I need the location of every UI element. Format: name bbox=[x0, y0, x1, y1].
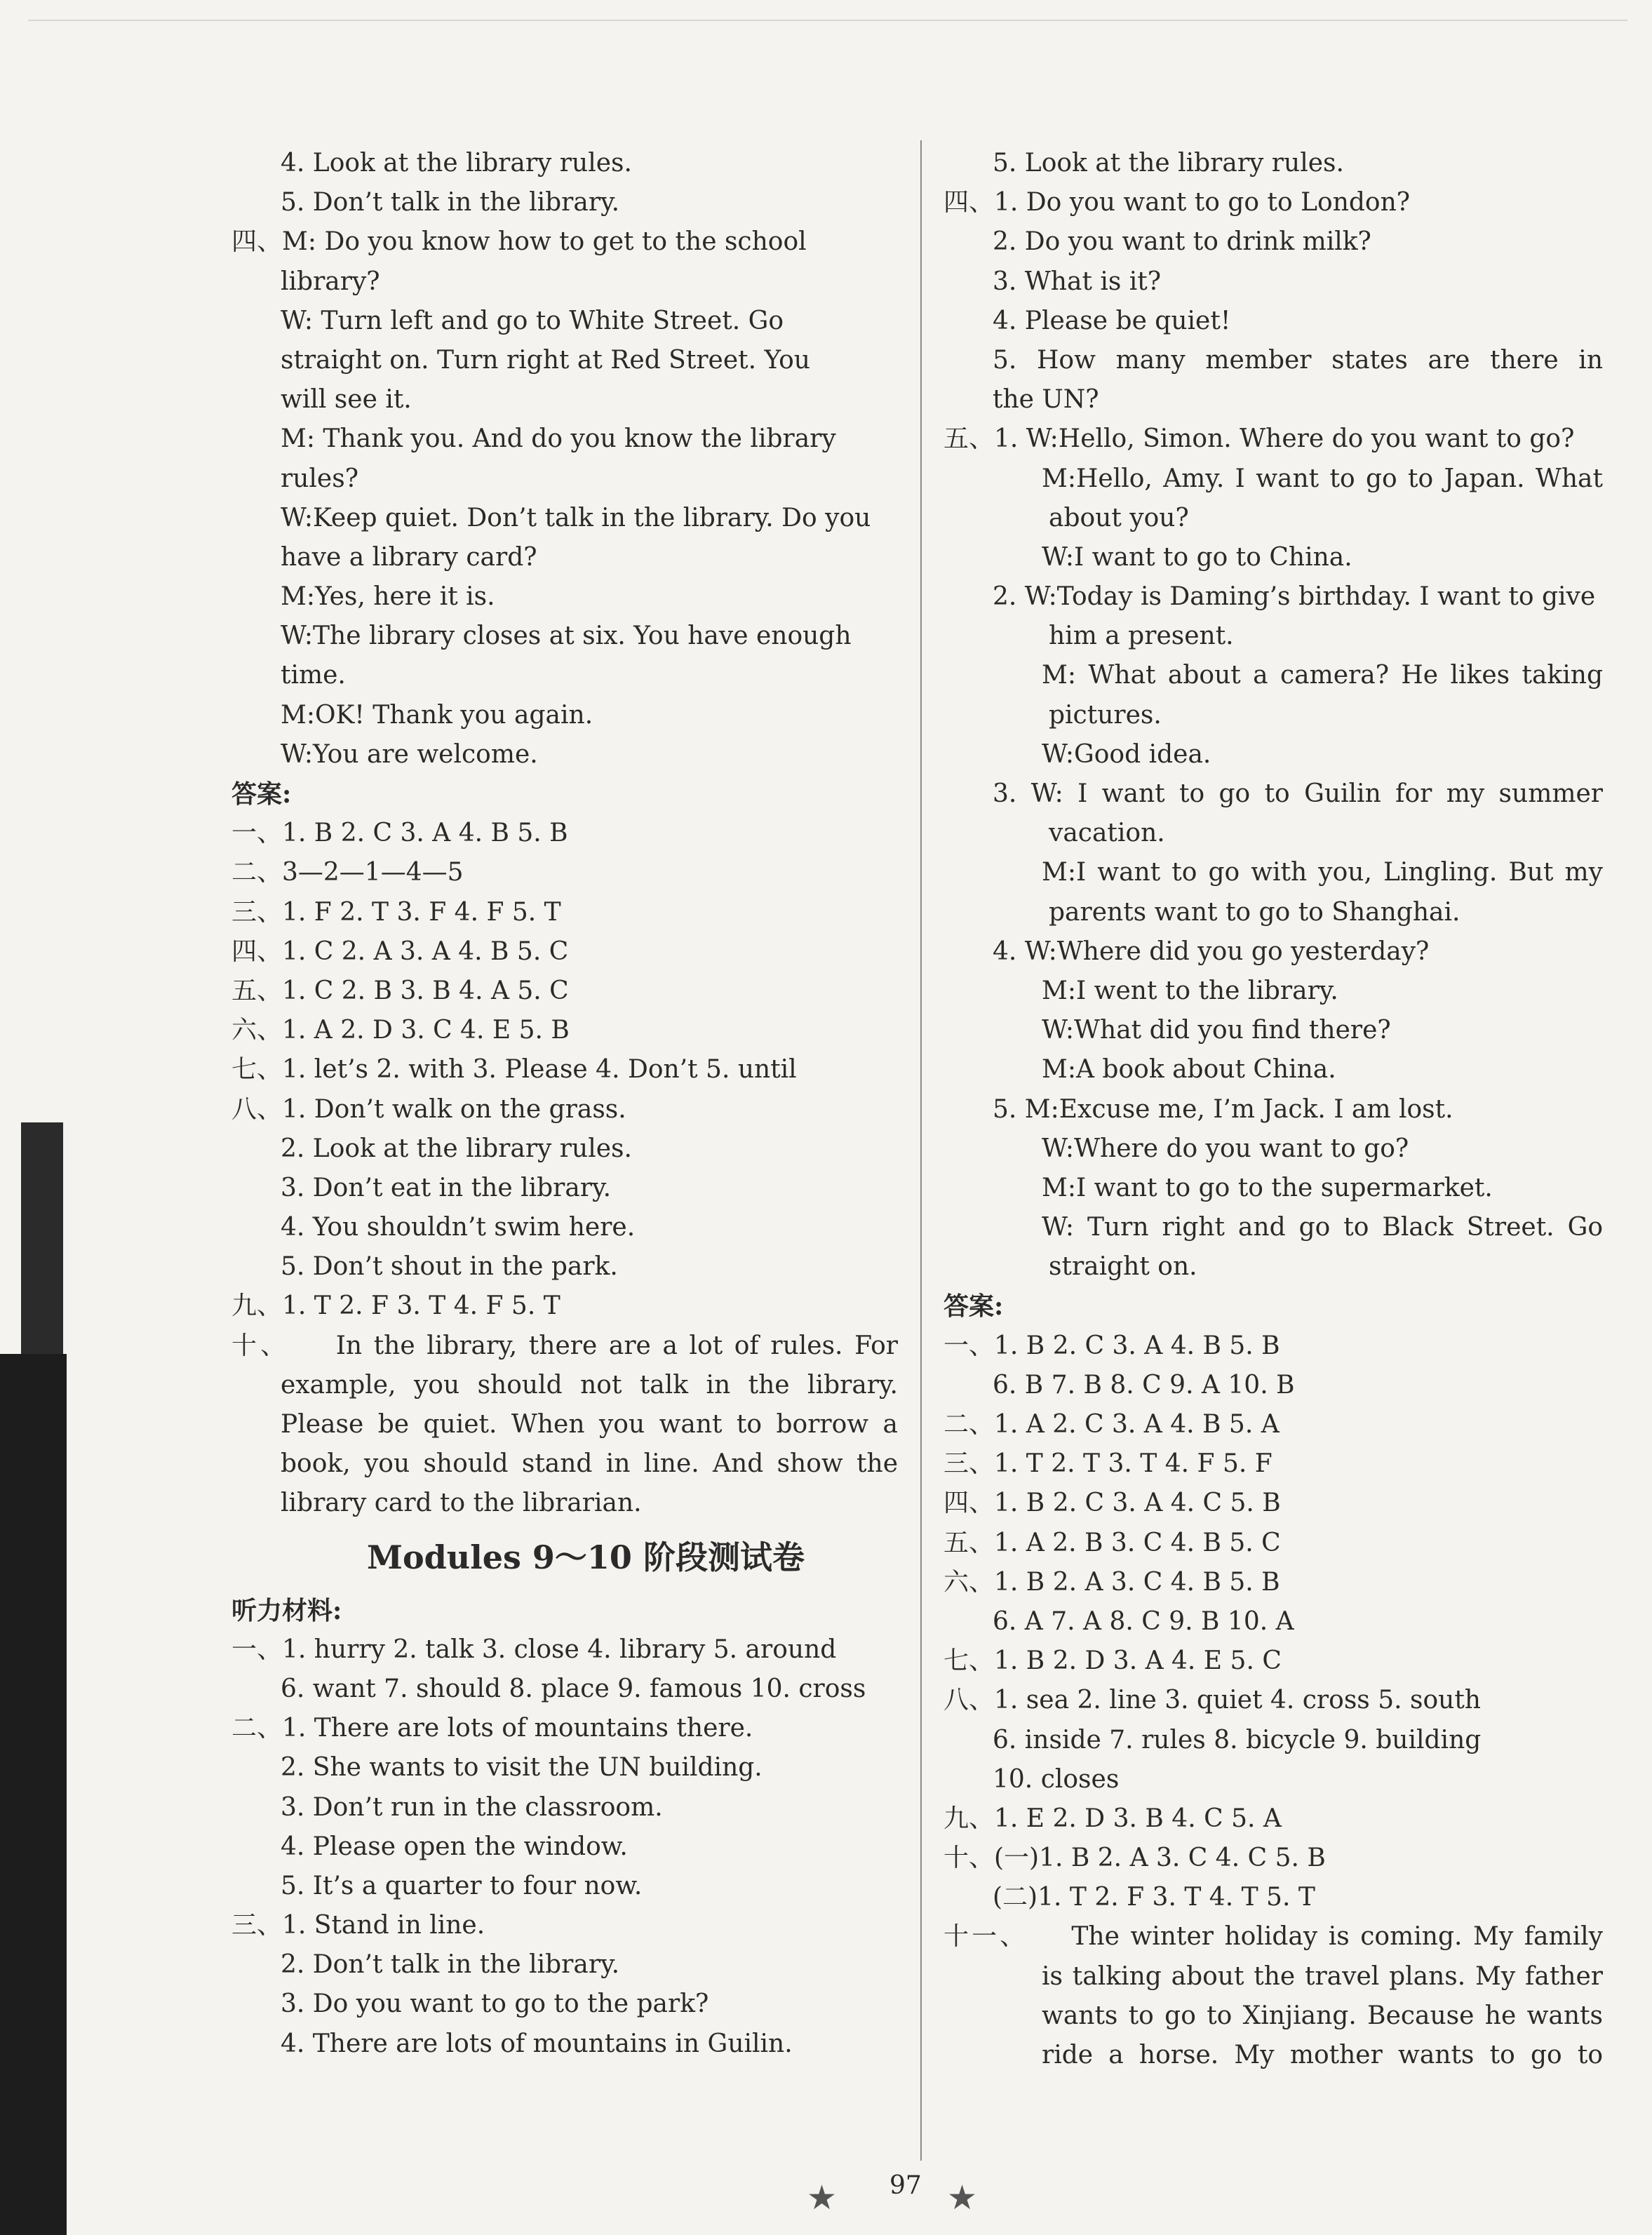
answer-line: 三、1. T 2. T 3. T 4. F 5. F bbox=[943, 1449, 1272, 1479]
answer-line: 五、1. C 2. B 3. B 4. A 5. C bbox=[231, 976, 569, 1005]
essay-line: is talking about the travel plans. My father bbox=[1042, 1961, 1603, 1991]
section-title: Modules 9～10 阶段测试卷 bbox=[367, 1538, 805, 1576]
right-column bbox=[943, 144, 1603, 2075]
answer-line: 三、1. F 2. T 3. F 4. F 5. T bbox=[231, 897, 561, 927]
dialog-line: library? bbox=[281, 267, 380, 296]
dialog-line: 3. W: I want to go to Guilin for my summer bbox=[993, 779, 1603, 808]
answer-line: 二、1. A 2. C 3. A 4. B 5. A bbox=[943, 1410, 1280, 1439]
dialog-line: M:I went to the library. bbox=[1042, 976, 1338, 1005]
dialog-line: W: Turn right and go to Black Street. Go bbox=[1042, 1213, 1603, 1242]
dialog-line: W:Good idea. bbox=[1042, 739, 1211, 769]
dialog-line: 5. M:Excuse me, I’m Jack. I am lost. bbox=[993, 1094, 1453, 1124]
scan-shadow-lower bbox=[0, 1354, 67, 2235]
listening-line: the UN? bbox=[993, 385, 1099, 415]
column-divider bbox=[920, 140, 922, 2161]
dialog-line: W:You are welcome. bbox=[281, 739, 538, 769]
text-line: 4. Look at the library rules. bbox=[281, 149, 632, 177]
answer-line: 6. inside 7. rules 8. bicycle 9. building bbox=[993, 1725, 1482, 1754]
answer-line: 六、1. A 2. D 3. C 4. E 5. B bbox=[231, 1016, 570, 1045]
dialog-line: 四、M: Do you know how to get to the school bbox=[231, 227, 807, 257]
essay-line: library card to the librarian. bbox=[281, 1489, 642, 1518]
dialog-line: parents want to go to Shanghai. bbox=[1049, 897, 1460, 927]
top-edge-line bbox=[28, 20, 1627, 21]
dialog-line: 五、1. W:Hello, Simon. Where do you want to go? bbox=[943, 424, 1575, 454]
dialog-line: about you? bbox=[1049, 503, 1189, 532]
dialog-line: time. bbox=[281, 661, 346, 690]
answer-line: 10. closes bbox=[993, 1764, 1120, 1794]
answer-line: 六、1. B 2. A 3. C 4. B 5. B bbox=[943, 1567, 1280, 1597]
listening-line: 3. What is it? bbox=[993, 267, 1162, 296]
scan-shadow-upper bbox=[21, 1122, 63, 1354]
answer-line: 四、1. B 2. C 3. A 4. C 5. B bbox=[943, 1489, 1281, 1518]
dialog-line: M: What about a camera? He likes taking bbox=[1042, 661, 1603, 690]
answer-line: 七、1. let’s 2. with 3. Please 4. Don’t 5. until bbox=[231, 1055, 797, 1085]
dialog-line: W:The library closes at six. You have enough bbox=[281, 622, 852, 651]
answer-line: 2. Look at the library rules. bbox=[281, 1134, 632, 1163]
dialog-line: W:Where do you want to go? bbox=[1042, 1134, 1409, 1163]
answer-line: (二)1. T 2. F 3. T 4. T 5. T bbox=[993, 1883, 1315, 1912]
dialog-line: him a present. bbox=[1049, 622, 1234, 651]
answer-line: 十、(一)1. B 2. A 3. C 4. C 5. B bbox=[943, 1844, 1326, 1873]
dialog-line: M:OK! Thank you again. bbox=[281, 700, 593, 730]
essay-line: book, you should stand in line. And show the bbox=[281, 1449, 898, 1479]
dialog-line: W:Keep quiet. Don’t talk in the library. Do you bbox=[281, 503, 871, 532]
dialog-line: W: Turn left and go to White Street. Go bbox=[281, 306, 784, 335]
dialog-line: straight on. Turn right at Red Street. You bbox=[281, 345, 810, 375]
dialog-line: 4. W:Where did you go yesterday? bbox=[993, 937, 1430, 966]
answer-line: 5. Don’t shout in the park. bbox=[281, 1252, 618, 1282]
star-icon: ★ bbox=[807, 2178, 838, 2217]
listening-line: 3. Don’t run in the classroom. bbox=[281, 1792, 663, 1822]
listening-line: 2. Don’t talk in the library. bbox=[281, 1950, 620, 1980]
listening-line: 三、1. Stand in line. bbox=[231, 1911, 485, 1940]
dialog-line: have a library card? bbox=[281, 542, 537, 572]
page-number: 97 bbox=[889, 2171, 922, 2200]
answer-line: 4. You shouldn’t swim here. bbox=[281, 1213, 636, 1242]
dialog-line: M:A book about China. bbox=[1042, 1055, 1336, 1085]
answers-heading: 答案: bbox=[943, 1291, 1004, 1322]
answer-line: 四、1. C 2. A 3. A 4. B 5. C bbox=[231, 937, 569, 966]
answers-heading: 答案: bbox=[231, 779, 292, 809]
listening-line: 二、1. There are lots of mountains there. bbox=[231, 1714, 753, 1743]
listening-line: 一、1. hurry 2. talk 3. close 4. library 5. around bbox=[231, 1635, 837, 1664]
dialog-line: pictures. bbox=[1049, 700, 1162, 730]
page-footer bbox=[807, 2164, 1003, 2220]
dialog-line: M:I want to go to the supermarket. bbox=[1042, 1173, 1493, 1202]
text-line: 5. Look at the library rules. bbox=[993, 149, 1344, 177]
answer-line: 一、1. B 2. C 3. A 4. B 5. B bbox=[231, 819, 568, 848]
answer-line: 6. A 7. A 8. C 9. B 10. A bbox=[993, 1606, 1294, 1636]
listening-line: 3. Do you want to go to the park? bbox=[281, 1989, 709, 2019]
listening-line: 2. She wants to visit the UN building. bbox=[281, 1753, 763, 1783]
answer-line: 五、1. A 2. B 3. C 4. B 5. C bbox=[943, 1528, 1281, 1557]
left-column bbox=[231, 144, 898, 2064]
dialog-line: 2. W:Today is Daming’s birthday. I want to give bbox=[993, 582, 1596, 612]
dialog-line: M:I want to go with you, Lingling. But my bbox=[1042, 858, 1603, 887]
essay-line: wants to go to Xinjiang. Because he wants bbox=[1042, 2001, 1603, 2030]
answer-line: 九、1. E 2. D 3. B 4. C 5. A bbox=[943, 1804, 1282, 1833]
listening-line: 4. Please be quiet! bbox=[993, 306, 1231, 335]
dialog-line: W:What did you find there? bbox=[1042, 1016, 1391, 1045]
answer-line: 七、1. B 2. D 3. A 4. E 5. C bbox=[943, 1646, 1282, 1676]
answer-line: 一、1. B 2. C 3. A 4. B 5. B bbox=[943, 1331, 1280, 1360]
star-icon: ★ bbox=[947, 2178, 978, 2217]
answer-line: 二、3—2—1—4—5 bbox=[231, 858, 464, 887]
answer-line: 八、1. sea 2. line 3. quiet 4. cross 5. south bbox=[943, 1686, 1481, 1715]
answer-line: 3. Don’t eat in the library. bbox=[281, 1173, 612, 1202]
dialog-line: M: Thank you. And do you know the library bbox=[281, 424, 836, 454]
essay-line: ride a horse. My mother wants to go to bbox=[1042, 2041, 1603, 2069]
answer-line: 八、1. Don’t walk on the grass. bbox=[231, 1094, 626, 1124]
dialog-line: will see it. bbox=[281, 385, 412, 415]
listening-line: 四、1. Do you want to go to London? bbox=[943, 188, 1411, 217]
text-line: 5. Don’t talk in the library. bbox=[281, 188, 620, 217]
dialog-line: straight on. bbox=[1049, 1252, 1197, 1282]
dialog-line: vacation. bbox=[1049, 819, 1165, 848]
listening-line: 5. How many member states are there in bbox=[993, 345, 1603, 375]
listening-line: 5. It’s a quarter to four now. bbox=[281, 1871, 643, 1900]
essay-line: 十一、 The winter holiday is coming. My family bbox=[943, 1922, 1603, 1952]
essay-line: 十、 In the library, there are a lot of rules. For bbox=[231, 1331, 898, 1360]
dialog-line: rules? bbox=[281, 464, 358, 493]
essay-line: Please be quiet. When you want to borrow a bbox=[281, 1410, 898, 1439]
listening-heading: 听力材料: bbox=[231, 1595, 342, 1625]
listening-line: 6. want 7. should 8. place 9. famous 10. cross bbox=[281, 1674, 866, 1703]
listening-line: 4. There are lots of mountains in Guilin. bbox=[281, 2029, 793, 2058]
listening-line: 4. Please open the window. bbox=[281, 1832, 628, 1861]
dialog-line: M:Yes, here it is. bbox=[281, 582, 495, 612]
answer-line: 6. B 7. B 8. C 9. A 10. B bbox=[993, 1370, 1295, 1400]
dialog-line: M:Hello, Amy. I want to go to Japan. What bbox=[1042, 464, 1603, 493]
essay-line: example, you should not talk in the library. bbox=[281, 1370, 898, 1400]
listening-line: 2. Do you want to drink milk? bbox=[993, 227, 1371, 257]
answer-line: 九、1. T 2. F 3. T 4. F 5. T bbox=[231, 1291, 560, 1321]
dialog-line: W:I want to go to China. bbox=[1042, 542, 1352, 572]
